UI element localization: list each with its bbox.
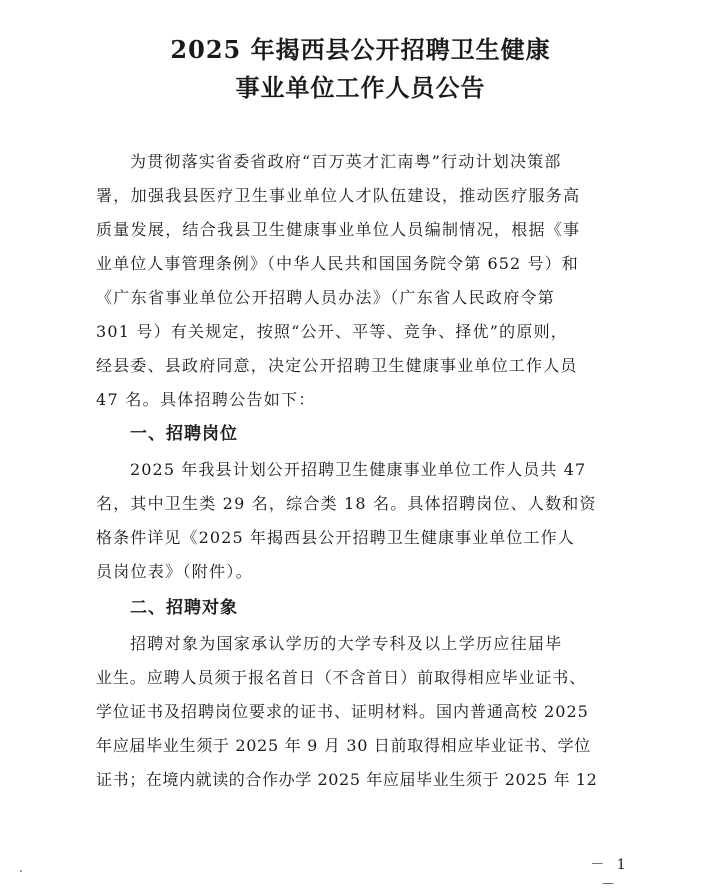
intro-line: 署，加强我县医疗卫生事业单位人才队伍建设，推动医疗服务高 [96,186,581,205]
intro-line: 业单位人事管理条例》（中华人民共和国国务院令第 652 号）和 [96,254,579,273]
section2-line: 业生。应聘人员须于报名首日（不含首日）前取得相应毕业证书、 [96,668,587,687]
section1-line: 2025 年我县计划公开招聘卫生健康事业单位工作人员共 47 [130,460,587,479]
intro-line: 经县委、县政府同意，决定公开招聘卫生健康事业单位工作人员 [96,356,578,375]
section1-line: 名，其中卫生类 29 名，综合类 18 名。具体招聘岗位、人数和资 [96,494,597,513]
section-heading-applicants: 二、招聘对象 [130,598,238,618]
scan-speck [20,870,22,872]
document-title-line-2: 事业单位工作人员公告 [235,73,486,102]
intro-line: 《广东省事业单位公开招聘人员办法》（广东省人民政府令第 [96,288,556,307]
intro-line: 47 名。具体招聘公告如下： [96,390,316,409]
document-title-line-1: 2025 年揭西县公开招聘卫生健康 [170,35,551,64]
section2-line: 学位证书及招聘岗位要求的证书、证明材料。国内普通高校 2025 [96,702,589,721]
section-heading-positions: 一、招聘岗位 [130,424,238,444]
section2-line: 招聘对象为国家承认学历的大学专科及以上学历应往届毕 [130,634,563,653]
section2-line: 证书；在境内就读的合作办学 2025 年应届毕业生须于 2025 年 12 [96,770,598,789]
intro-line: 301 号）有关规定，按照“公开、平等、竞争、择优”的原则， [96,322,568,341]
section2-line: 年应届毕业生须于 2025 年 9 月 30 日前取得相应毕业证书、学位 [96,736,591,755]
section1-line: 员岗位表》（附件）。 [96,562,254,581]
section1-line: 格条件详见《2025 年揭西县公开招聘卫生健康事业单位工作人 [96,528,575,547]
intro-line: 质量发展，结合我县卫生健康事业单位人员编制情况，根据《事 [96,220,581,239]
intro-line: 为贯彻落实省委省政府“百万英才汇南粤”行动计划决策部 [130,152,562,171]
page-number: － 1 － [590,857,630,893]
